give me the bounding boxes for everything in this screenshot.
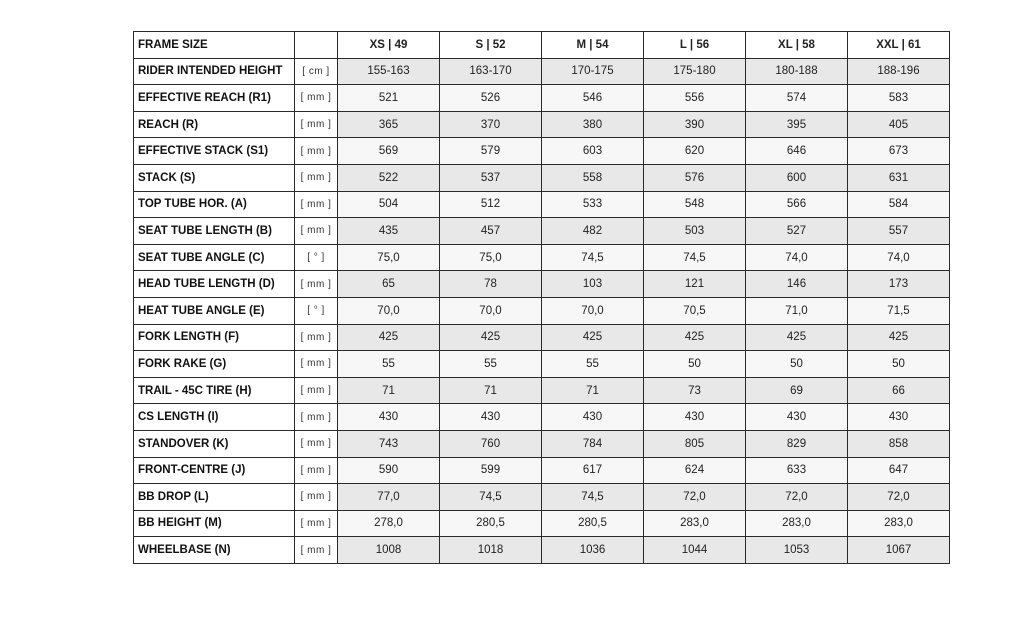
value-cell: 74,5	[542, 484, 644, 511]
value-cell: 55	[440, 351, 542, 378]
row-label: SEAT TUBE ANGLE (C)	[134, 244, 295, 271]
size-header-l: L | 56	[644, 32, 746, 59]
row-label: EFFECTIVE STACK (S1)	[134, 138, 295, 165]
row-unit: [ mm ]	[295, 191, 338, 218]
value-cell: 504	[338, 191, 440, 218]
row-unit: [ mm ]	[295, 351, 338, 378]
size-header-xxl: XXL | 61	[848, 32, 950, 59]
row-unit: [ ° ]	[295, 244, 338, 271]
table-row	[134, 377, 950, 404]
row-unit: [ mm ]	[295, 377, 338, 404]
value-cell: 425	[542, 324, 644, 351]
value-cell: 77,0	[338, 484, 440, 511]
row-label: BB HEIGHT (M)	[134, 510, 295, 537]
value-cell: 784	[542, 430, 644, 457]
value-cell: 425	[848, 324, 950, 351]
row-label: FORK RAKE (G)	[134, 351, 295, 378]
table-row	[134, 324, 950, 351]
row-label: REACH (R)	[134, 111, 295, 138]
value-cell: 858	[848, 430, 950, 457]
value-cell: 1067	[848, 537, 950, 564]
table-row	[134, 138, 950, 165]
value-cell: 74,0	[746, 244, 848, 271]
value-cell: 73	[644, 377, 746, 404]
value-cell: 574	[746, 85, 848, 112]
value-cell: 620	[644, 138, 746, 165]
value-cell: 70,0	[542, 297, 644, 324]
value-cell: 521	[338, 85, 440, 112]
value-cell: 75,0	[440, 244, 542, 271]
value-cell: 583	[848, 85, 950, 112]
value-cell: 533	[542, 191, 644, 218]
table-body	[134, 58, 950, 563]
row-label: CS LENGTH (I)	[134, 404, 295, 431]
value-cell: 72,0	[746, 484, 848, 511]
row-unit: [ mm ]	[295, 457, 338, 484]
value-cell: 180-188	[746, 58, 848, 85]
value-cell: 1053	[746, 537, 848, 564]
table-row	[134, 164, 950, 191]
value-cell: 430	[746, 404, 848, 431]
value-cell: 55	[542, 351, 644, 378]
row-unit: [ mm ]	[295, 138, 338, 165]
value-cell: 71	[440, 377, 542, 404]
frame-size-header: FRAME SIZE	[134, 32, 295, 59]
value-cell: 558	[542, 164, 644, 191]
value-cell: 65	[338, 271, 440, 298]
value-cell: 66	[848, 377, 950, 404]
row-label: FORK LENGTH (F)	[134, 324, 295, 351]
value-cell: 50	[644, 351, 746, 378]
value-cell: 482	[542, 218, 644, 245]
value-cell: 280,5	[440, 510, 542, 537]
row-unit: [ mm ]	[295, 271, 338, 298]
value-cell: 584	[848, 191, 950, 218]
value-cell: 579	[440, 138, 542, 165]
value-cell: 380	[542, 111, 644, 138]
value-cell: 188-196	[848, 58, 950, 85]
table-row	[134, 271, 950, 298]
table-row	[134, 457, 950, 484]
row-label: HEAD TUBE LENGTH (D)	[134, 271, 295, 298]
value-cell: 425	[746, 324, 848, 351]
value-cell: 430	[848, 404, 950, 431]
value-cell: 457	[440, 218, 542, 245]
size-header-xs: XS | 49	[338, 32, 440, 59]
value-cell: 590	[338, 457, 440, 484]
value-cell: 70,0	[440, 297, 542, 324]
table-row	[134, 191, 950, 218]
row-label: BB DROP (L)	[134, 484, 295, 511]
value-cell: 430	[644, 404, 746, 431]
row-unit: [ mm ]	[295, 484, 338, 511]
value-cell: 71	[542, 377, 644, 404]
value-cell: 425	[440, 324, 542, 351]
row-unit: [ mm ]	[295, 111, 338, 138]
value-cell: 548	[644, 191, 746, 218]
table-row	[134, 404, 950, 431]
row-label: HEAT TUBE ANGLE (E)	[134, 297, 295, 324]
value-cell: 74,5	[644, 244, 746, 271]
row-unit: [ mm ]	[295, 164, 338, 191]
value-cell: 522	[338, 164, 440, 191]
header-row	[134, 32, 950, 59]
value-cell: 173	[848, 271, 950, 298]
value-cell: 155-163	[338, 58, 440, 85]
value-cell: 74,5	[440, 484, 542, 511]
value-cell: 278,0	[338, 510, 440, 537]
value-cell: 526	[440, 85, 542, 112]
value-cell: 603	[542, 138, 644, 165]
value-cell: 646	[746, 138, 848, 165]
value-cell: 1008	[338, 537, 440, 564]
value-cell: 673	[848, 138, 950, 165]
table-header	[134, 32, 950, 59]
row-label: RIDER INTENDED HEIGHT	[134, 58, 295, 85]
value-cell: 566	[746, 191, 848, 218]
row-unit: [ mm ]	[295, 510, 338, 537]
value-cell: 435	[338, 218, 440, 245]
table-row	[134, 351, 950, 378]
value-cell: 55	[338, 351, 440, 378]
value-cell: 395	[746, 111, 848, 138]
table-row	[134, 85, 950, 112]
value-cell: 1044	[644, 537, 746, 564]
row-unit: [ ° ]	[295, 297, 338, 324]
value-cell: 425	[644, 324, 746, 351]
value-cell: 425	[338, 324, 440, 351]
value-cell: 430	[542, 404, 644, 431]
value-cell: 805	[644, 430, 746, 457]
table-row	[134, 244, 950, 271]
value-cell: 283,0	[644, 510, 746, 537]
value-cell: 283,0	[848, 510, 950, 537]
row-label: WHEELBASE (N)	[134, 537, 295, 564]
value-cell: 71	[338, 377, 440, 404]
value-cell: 576	[644, 164, 746, 191]
size-header-m: M | 54	[542, 32, 644, 59]
value-cell: 537	[440, 164, 542, 191]
value-cell: 71,5	[848, 297, 950, 324]
value-cell: 1018	[440, 537, 542, 564]
value-cell: 78	[440, 271, 542, 298]
value-cell: 71,0	[746, 297, 848, 324]
table-row	[134, 58, 950, 85]
value-cell: 103	[542, 271, 644, 298]
value-cell: 74,5	[542, 244, 644, 271]
value-cell: 283,0	[746, 510, 848, 537]
table-row	[134, 510, 950, 537]
value-cell: 599	[440, 457, 542, 484]
row-label: STACK (S)	[134, 164, 295, 191]
value-cell: 70,5	[644, 297, 746, 324]
table-row	[134, 484, 950, 511]
value-cell: 146	[746, 271, 848, 298]
value-cell: 556	[644, 85, 746, 112]
row-unit: [ cm ]	[295, 58, 338, 85]
row-unit: [ mm ]	[295, 85, 338, 112]
value-cell: 430	[440, 404, 542, 431]
unit-header	[295, 32, 338, 59]
value-cell: 280,5	[542, 510, 644, 537]
row-label: TRAIL - 45C TIRE (H)	[134, 377, 295, 404]
value-cell: 743	[338, 430, 440, 457]
geometry-table	[133, 31, 950, 564]
value-cell: 365	[338, 111, 440, 138]
value-cell: 390	[644, 111, 746, 138]
value-cell: 370	[440, 111, 542, 138]
table-row	[134, 297, 950, 324]
row-label: STANDOVER (K)	[134, 430, 295, 457]
value-cell: 70,0	[338, 297, 440, 324]
value-cell: 624	[644, 457, 746, 484]
value-cell: 631	[848, 164, 950, 191]
value-cell: 69	[746, 377, 848, 404]
row-unit: [ mm ]	[295, 404, 338, 431]
value-cell: 600	[746, 164, 848, 191]
table-row	[134, 111, 950, 138]
value-cell: 546	[542, 85, 644, 112]
table-row	[134, 537, 950, 564]
value-cell: 50	[746, 351, 848, 378]
value-cell: 557	[848, 218, 950, 245]
value-cell: 170-175	[542, 58, 644, 85]
value-cell: 527	[746, 218, 848, 245]
value-cell: 617	[542, 457, 644, 484]
value-cell: 175-180	[644, 58, 746, 85]
value-cell: 512	[440, 191, 542, 218]
value-cell: 829	[746, 430, 848, 457]
row-unit: [ mm ]	[295, 218, 338, 245]
value-cell: 50	[848, 351, 950, 378]
value-cell: 503	[644, 218, 746, 245]
value-cell: 647	[848, 457, 950, 484]
row-label: TOP TUBE HOR. (A)	[134, 191, 295, 218]
value-cell: 75,0	[338, 244, 440, 271]
value-cell: 633	[746, 457, 848, 484]
value-cell: 163-170	[440, 58, 542, 85]
value-cell: 569	[338, 138, 440, 165]
size-header-s: S | 52	[440, 32, 542, 59]
row-unit: [ mm ]	[295, 430, 338, 457]
size-header-xl: XL | 58	[746, 32, 848, 59]
row-unit: [ mm ]	[295, 324, 338, 351]
value-cell: 1036	[542, 537, 644, 564]
row-label: SEAT TUBE LENGTH (B)	[134, 218, 295, 245]
value-cell: 405	[848, 111, 950, 138]
value-cell: 72,0	[848, 484, 950, 511]
value-cell: 74,0	[848, 244, 950, 271]
table-row	[134, 218, 950, 245]
row-label: EFFECTIVE REACH (R1)	[134, 85, 295, 112]
row-unit: [ mm ]	[295, 537, 338, 564]
value-cell: 121	[644, 271, 746, 298]
value-cell: 72,0	[644, 484, 746, 511]
row-label: FRONT-CENTRE (J)	[134, 457, 295, 484]
table-row	[134, 430, 950, 457]
value-cell: 430	[338, 404, 440, 431]
value-cell: 760	[440, 430, 542, 457]
